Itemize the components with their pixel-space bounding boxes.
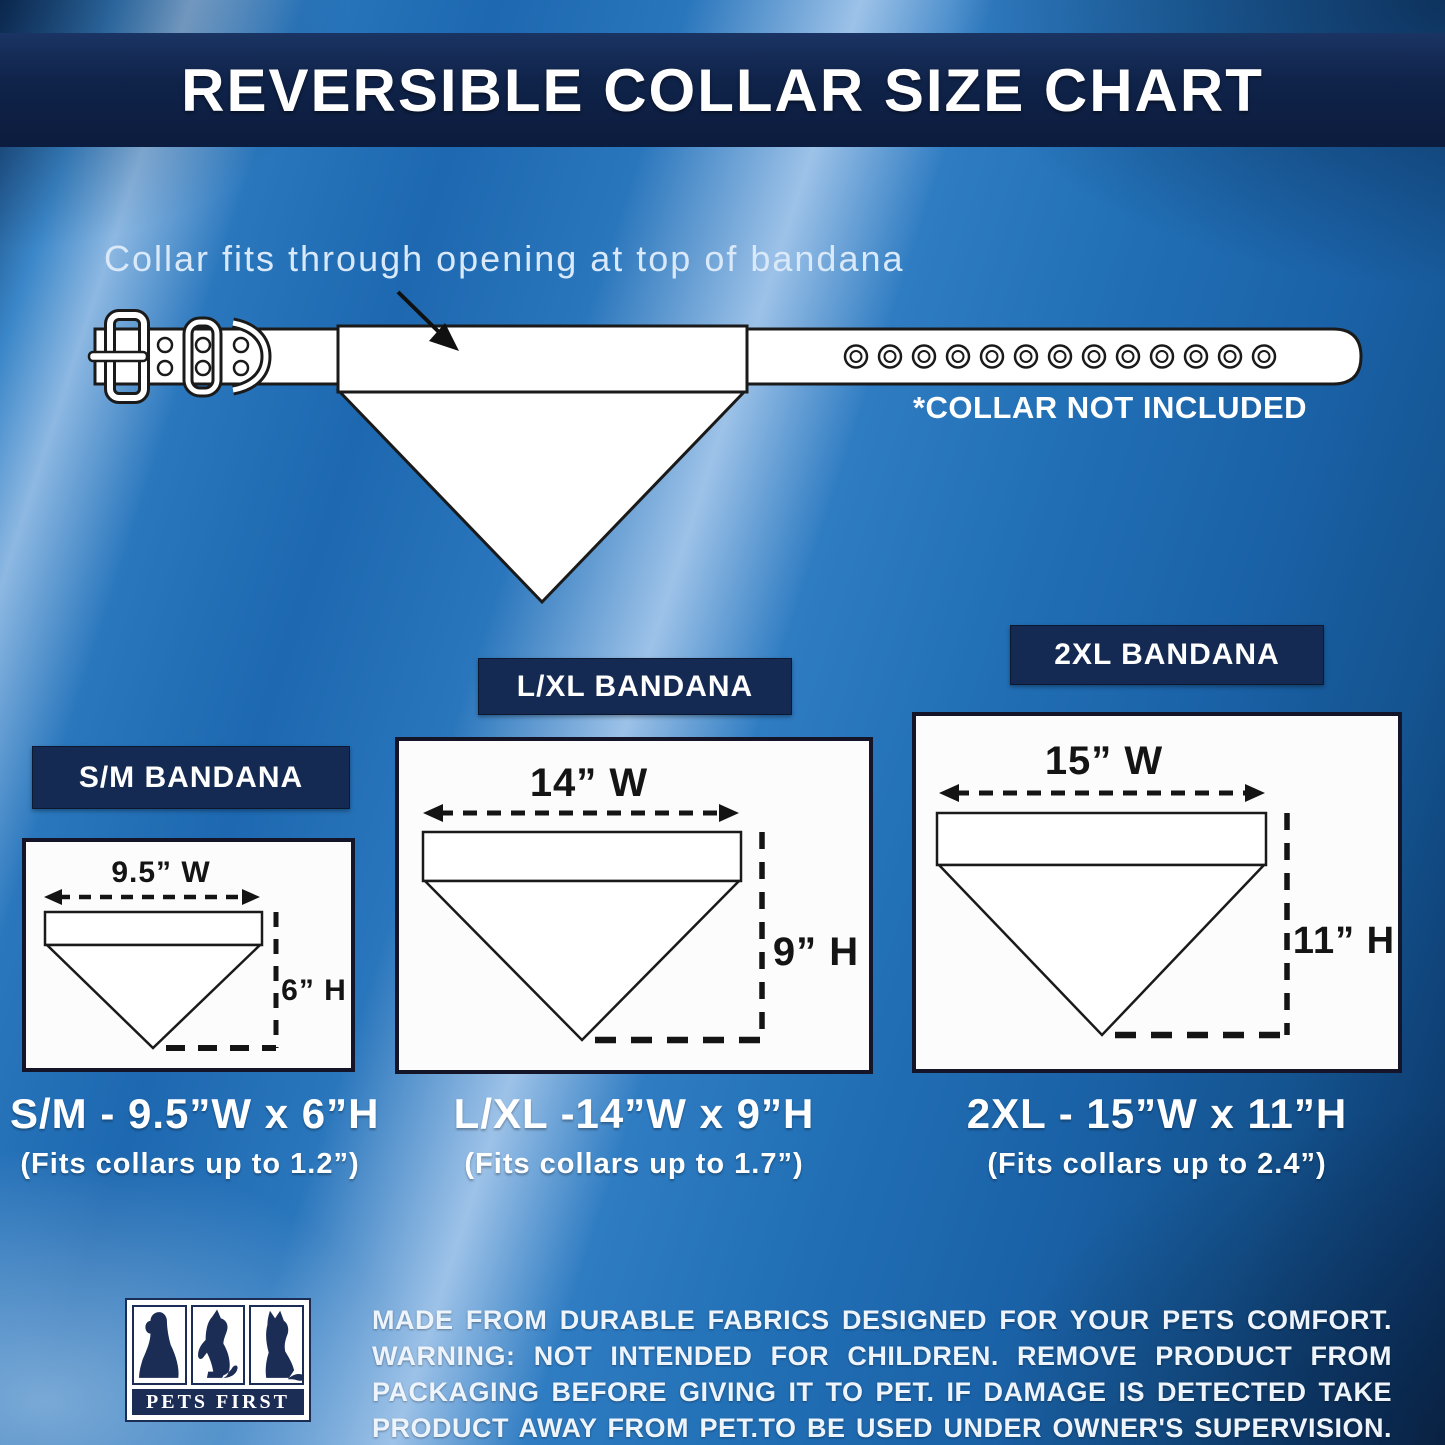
lxl-bandana-sleeve — [423, 832, 741, 881]
size-label-lxl-text: L/XL BANDANA — [516, 669, 754, 703]
size-box-sm — [22, 838, 355, 1072]
caption-2xl: 2XL - 15”W x 11”H — [966, 1090, 1348, 1137]
size-label-2xl-text: 2XL BANDANA — [1054, 638, 1280, 671]
dog-silhouette-3-icon — [249, 1305, 304, 1385]
sm-bandana-triangle — [47, 945, 260, 1048]
pets-first-logo — [125, 1298, 311, 1422]
size-diagram-sm — [26, 842, 351, 1068]
2xl-bandana-triangle — [939, 865, 1264, 1035]
2xl-bandana-sleeve — [937, 813, 1266, 865]
warning-line-1: MADE FROM DURABLE FABRICS DESIGNED FOR YOUR PETS COMFORT. — [372, 1305, 1392, 1335]
warning-line-4: PRODUCT AWAY FROM PET.TO BE USED UNDER OWNER'S SUPERVISION. — [372, 1413, 1392, 1443]
2xl-width-arrow — [939, 784, 1265, 802]
lxl-bandana-triangle — [425, 881, 739, 1040]
caption-lxl: L/XL -14”W x 9”H — [453, 1090, 815, 1137]
caption-block-2xl — [957, 1090, 1357, 1181]
fits-2xl: (Fits collars up to 2.4”) — [987, 1148, 1327, 1180]
caption-block-lxl — [444, 1090, 824, 1181]
sm-width-label: 9.5” W — [111, 856, 211, 889]
sm-bandana-sleeve — [45, 912, 262, 945]
buckle-prong — [89, 352, 147, 361]
hero-caption: Collar fits through opening at top of bandana — [104, 238, 905, 279]
sm-width-arrow — [44, 889, 260, 905]
size-label-2xl — [1010, 625, 1324, 685]
sm-height-label: 6” H — [281, 974, 347, 1007]
dog-silhouette-1-icon — [132, 1305, 187, 1385]
bandana-sleeve — [338, 326, 747, 392]
collar-buckle — [89, 315, 147, 398]
caption-sm: S/M - 9.5”W x 6”H — [10, 1090, 380, 1137]
size-diagram-2xl — [916, 716, 1398, 1069]
lxl-width-arrow — [423, 804, 739, 822]
dog-silhouette-2-icon — [191, 1305, 246, 1385]
2xl-width-label: 15” W — [1044, 739, 1164, 783]
lxl-height-label: 9” H — [772, 930, 860, 974]
warning-text — [372, 1302, 1392, 1445]
logo-dog-panels — [132, 1305, 304, 1385]
page-title: REVERSIBLE COLLAR SIZE CHART — [181, 56, 1264, 124]
warning-line-3: PACKAGING BEFORE GIVING IT TO PET. IF DAMAGE IS DETECTED TAKE — [372, 1377, 1392, 1407]
header-band — [0, 33, 1445, 147]
lxl-width-label: 14” W — [529, 761, 649, 805]
collar-not-included-note: *COLLAR NOT INCLUDED — [912, 390, 1308, 425]
size-label-sm-text: S/M BANDANA — [78, 760, 304, 794]
size-diagram-lxl — [399, 741, 869, 1070]
logo-wordmark: PETS FIRST — [132, 1389, 304, 1415]
size-label-sm — [32, 746, 350, 809]
size-label-lxl — [478, 658, 792, 715]
caption-block-sm — [10, 1090, 380, 1181]
size-box-2xl — [912, 712, 1402, 1073]
bandana-triangle — [339, 391, 745, 602]
size-box-lxl — [395, 737, 873, 1074]
2xl-height-label: 11” H — [1292, 920, 1396, 962]
warning-line-2: WARNING: NOT INTENDED FOR CHILDREN. REMOVE PRODUCT FROM — [372, 1341, 1392, 1371]
fits-lxl: (Fits collars up to 1.7”) — [464, 1148, 804, 1180]
fits-sm: (Fits collars up to 1.2”) — [20, 1148, 360, 1180]
